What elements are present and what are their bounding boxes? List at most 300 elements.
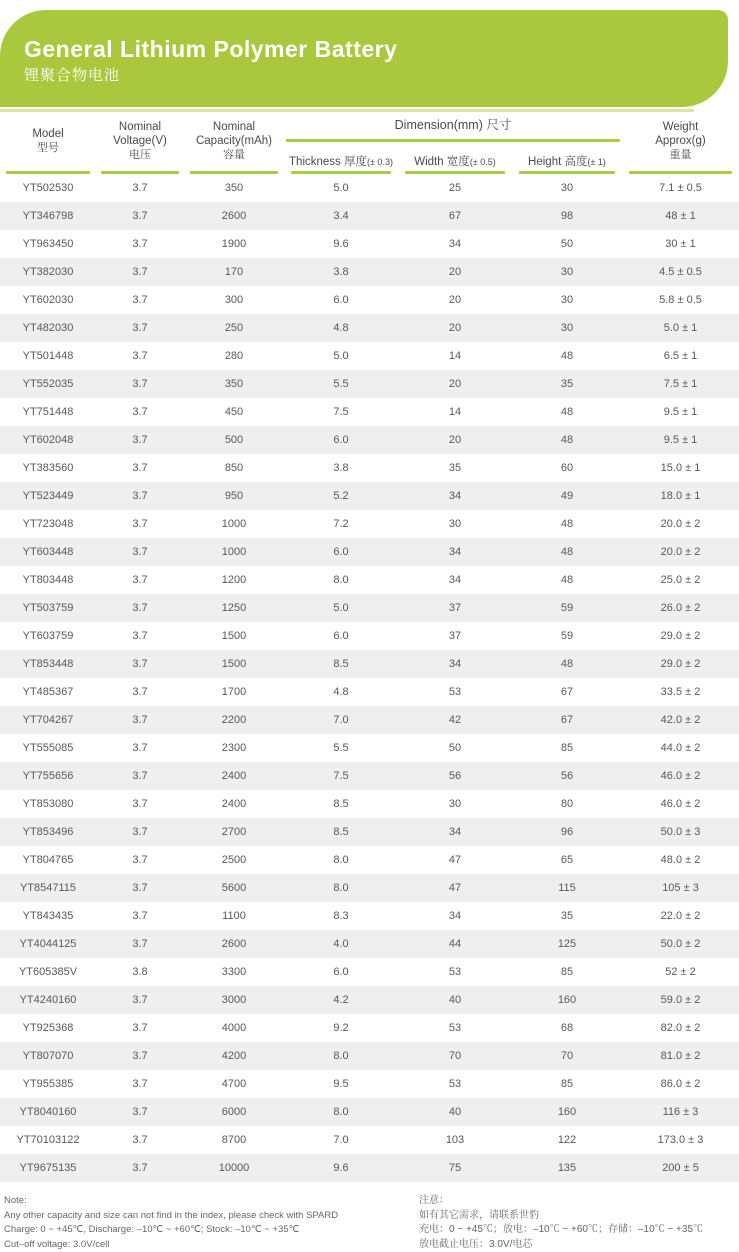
cell-width: 30 <box>398 798 512 810</box>
cell-height: 35 <box>512 910 622 922</box>
table-row <box>0 202 739 230</box>
cell-weight: 48 ± 1 <box>622 210 739 222</box>
thickness-label <box>289 153 393 171</box>
cell-height: 98 <box>512 210 622 222</box>
footer-notes <box>0 1194 739 1252</box>
cell-thickness: 6.0 <box>284 546 398 558</box>
cell-model: YT602048 <box>0 434 96 446</box>
cell-weight: 29.0 ± 2 <box>622 658 739 670</box>
cell-width: 20 <box>398 434 512 446</box>
cell-voltage: 3.7 <box>96 938 184 950</box>
capacity-label-zh: 容量 <box>196 148 272 163</box>
cell-voltage: 3.7 <box>96 714 184 726</box>
cell-thickness: 9.6 <box>284 238 398 250</box>
cell-width: 37 <box>398 630 512 642</box>
cell-weight: 7.5 ± 1 <box>622 378 739 390</box>
table-row <box>0 650 739 678</box>
cell-thickness: 5.0 <box>284 350 398 362</box>
cell-model: YT523449 <box>0 490 96 502</box>
cell-thickness: 7.0 <box>284 1134 398 1146</box>
cell-weight: 9.5 ± 1 <box>622 434 739 446</box>
table-row <box>0 818 739 846</box>
cell-capacity: 2400 <box>184 770 284 782</box>
footer-note-english <box>0 1194 415 1252</box>
thickness-underline <box>291 171 391 174</box>
table-row <box>0 986 739 1014</box>
cell-weight: 6.5 ± 1 <box>622 350 739 362</box>
thickness-label-text: Thickness 厚度 <box>289 156 367 168</box>
cell-width: 103 <box>398 1134 512 1146</box>
cell-weight: 52 ± 2 <box>622 966 739 978</box>
cell-width: 50 <box>398 742 512 754</box>
cell-thickness: 3.4 <box>284 210 398 222</box>
cell-thickness: 3.8 <box>284 266 398 278</box>
cell-model: YT853448 <box>0 658 96 670</box>
page-subtitle: 锂聚合物电池 <box>24 64 728 88</box>
column-group-dimension <box>284 112 622 142</box>
table-row <box>0 398 739 426</box>
cell-thickness: 4.0 <box>284 938 398 950</box>
cell-weight: 25.0 ± 2 <box>622 574 739 586</box>
cell-height: 59 <box>512 630 622 642</box>
cell-capacity: 4700 <box>184 1078 284 1090</box>
cell-voltage: 3.7 <box>96 1106 184 1118</box>
cell-model: YT9675135 <box>0 1162 96 1174</box>
column-header-model <box>0 112 96 174</box>
cell-height: 68 <box>512 1022 622 1034</box>
column-header-weight <box>622 112 739 174</box>
cell-voltage: 3.7 <box>96 658 184 670</box>
weight-label-en2: Approx(g) <box>655 134 706 148</box>
cell-capacity: 280 <box>184 350 284 362</box>
cell-model: YT8547115 <box>0 882 96 894</box>
table-row <box>0 1154 739 1182</box>
cell-height: 48 <box>512 518 622 530</box>
table-header <box>0 112 739 174</box>
cell-thickness: 4.2 <box>284 994 398 1006</box>
column-header-width <box>398 142 512 174</box>
cell-model: YT4044125 <box>0 938 96 950</box>
cell-thickness: 6.0 <box>284 966 398 978</box>
cell-thickness: 3.8 <box>284 462 398 474</box>
cell-capacity: 1500 <box>184 658 284 670</box>
height-label <box>528 153 606 171</box>
cell-weight: 29.0 ± 2 <box>622 630 739 642</box>
cell-height: 85 <box>512 966 622 978</box>
cell-thickness: 5.5 <box>284 742 398 754</box>
cell-thickness: 7.2 <box>284 518 398 530</box>
table-row <box>0 286 739 314</box>
cell-height: 67 <box>512 714 622 726</box>
cell-model: YT803448 <box>0 574 96 586</box>
cell-height: 160 <box>512 994 622 1006</box>
width-tolerance: (± 0.5) <box>470 157 496 167</box>
cell-width: 34 <box>398 574 512 586</box>
cell-thickness: 5.0 <box>284 602 398 614</box>
cell-capacity: 1250 <box>184 602 284 614</box>
cell-height: 80 <box>512 798 622 810</box>
cell-voltage: 3.7 <box>96 882 184 894</box>
cell-voltage: 3.7 <box>96 854 184 866</box>
cell-voltage: 3.8 <box>96 966 184 978</box>
cell-capacity: 950 <box>184 490 284 502</box>
header-banner <box>0 10 728 107</box>
cell-width: 75 <box>398 1162 512 1174</box>
cell-model: YT843435 <box>0 910 96 922</box>
column-header-capacity <box>184 112 284 174</box>
cell-capacity: 2300 <box>184 742 284 754</box>
cell-height: 48 <box>512 406 622 418</box>
note-line: Any other capacity and size can not find in the index, please check with SPARD <box>4 1209 415 1224</box>
column-header-voltage <box>96 112 184 174</box>
cell-height: 135 <box>512 1162 622 1174</box>
cell-voltage: 3.7 <box>96 406 184 418</box>
cell-width: 34 <box>398 238 512 250</box>
cell-thickness: 8.0 <box>284 1050 398 1062</box>
cell-thickness: 6.0 <box>284 630 398 642</box>
width-underline <box>405 171 505 174</box>
footer-note-chinese <box>415 1194 739 1252</box>
cell-width: 44 <box>398 938 512 950</box>
cell-capacity: 1200 <box>184 574 284 586</box>
cell-width: 14 <box>398 406 512 418</box>
cell-width: 14 <box>398 350 512 362</box>
table-row <box>0 1014 739 1042</box>
cell-height: 35 <box>512 378 622 390</box>
cell-model: YT70103122 <box>0 1134 96 1146</box>
table-row <box>0 1042 739 1070</box>
cell-weight: 15.0 ± 1 <box>622 462 739 474</box>
cell-voltage: 3.7 <box>96 546 184 558</box>
cell-voltage: 3.7 <box>96 826 184 838</box>
table-row <box>0 930 739 958</box>
cell-voltage: 3.7 <box>96 490 184 502</box>
cell-voltage: 3.7 <box>96 1022 184 1034</box>
cell-weight: 46.0 ± 2 <box>622 770 739 782</box>
cell-thickness: 8.0 <box>284 574 398 586</box>
cell-voltage: 3.7 <box>96 742 184 754</box>
cell-model: YT502530 <box>0 182 96 194</box>
cell-voltage: 3.7 <box>96 378 184 390</box>
cell-weight: 50.0 ± 2 <box>622 938 739 950</box>
column-header-voltage-labels <box>113 112 167 171</box>
cell-capacity: 250 <box>184 322 284 334</box>
table-row <box>0 426 739 454</box>
voltage-label-zh: 电压 <box>113 148 167 163</box>
cell-height: 65 <box>512 854 622 866</box>
cell-height: 30 <box>512 182 622 194</box>
cell-width: 34 <box>398 490 512 502</box>
table-row <box>0 958 739 986</box>
cell-model: YT501448 <box>0 350 96 362</box>
voltage-label-en2: Voltage(V) <box>113 134 167 148</box>
cell-model: YT755656 <box>0 770 96 782</box>
cell-height: 59 <box>512 602 622 614</box>
voltage-underline <box>101 171 178 174</box>
cell-voltage: 3.7 <box>96 322 184 334</box>
width-label-text: Width 宽度 <box>414 156 470 168</box>
cell-width: 34 <box>398 658 512 670</box>
cell-height: 30 <box>512 266 622 278</box>
cell-capacity: 4000 <box>184 1022 284 1034</box>
cell-capacity: 8700 <box>184 1134 284 1146</box>
table-row <box>0 902 739 930</box>
table-row <box>0 1098 739 1126</box>
column-header-height <box>512 142 622 174</box>
cell-width: 53 <box>398 1078 512 1090</box>
cell-capacity: 1500 <box>184 630 284 642</box>
cell-thickness: 9.2 <box>284 1022 398 1034</box>
cell-thickness: 8.5 <box>284 658 398 670</box>
cell-height: 67 <box>512 686 622 698</box>
cell-width: 53 <box>398 686 512 698</box>
table-row <box>0 622 739 650</box>
note-line: Charge: 0 ~ +45℃, Discharge: –10℃ ~ +60℃; Stock: –10℃ ~ +35℃ <box>4 1223 415 1238</box>
cell-height: 49 <box>512 490 622 502</box>
cell-model: YT751448 <box>0 406 96 418</box>
cell-height: 160 <box>512 1106 622 1118</box>
cell-width: 37 <box>398 602 512 614</box>
cell-capacity: 350 <box>184 182 284 194</box>
cell-voltage: 3.7 <box>96 210 184 222</box>
column-header-thickness <box>284 142 398 174</box>
table-row <box>0 1126 739 1154</box>
cell-weight: 30 ± 1 <box>622 238 739 250</box>
weight-underline <box>629 171 732 174</box>
cell-voltage: 3.7 <box>96 518 184 530</box>
cell-voltage: 3.7 <box>96 266 184 278</box>
table-row <box>0 734 739 762</box>
cell-capacity: 10000 <box>184 1162 284 1174</box>
cell-model: YT853496 <box>0 826 96 838</box>
cell-thickness: 8.5 <box>284 826 398 838</box>
capacity-underline <box>190 171 278 174</box>
cell-model: YT382030 <box>0 266 96 278</box>
cell-voltage: 3.7 <box>96 350 184 362</box>
cell-model: YT346798 <box>0 210 96 222</box>
cell-width: 25 <box>398 182 512 194</box>
cell-model: YT602030 <box>0 294 96 306</box>
cell-model: YT603759 <box>0 630 96 642</box>
cell-capacity: 2200 <box>184 714 284 726</box>
cell-capacity: 2700 <box>184 826 284 838</box>
cell-width: 53 <box>398 966 512 978</box>
cell-height: 30 <box>512 294 622 306</box>
cell-capacity: 500 <box>184 434 284 446</box>
capacity-label-en2: Capacity(mAh) <box>196 134 272 148</box>
cell-weight: 9.5 ± 1 <box>622 406 739 418</box>
cell-voltage: 3.7 <box>96 770 184 782</box>
cell-weight: 116 ± 3 <box>622 1106 739 1118</box>
table-row <box>0 678 739 706</box>
cell-weight: 82.0 ± 2 <box>622 1022 739 1034</box>
cell-thickness: 4.8 <box>284 686 398 698</box>
cell-capacity: 2400 <box>184 798 284 810</box>
table-row <box>0 370 739 398</box>
cell-width: 20 <box>398 266 512 278</box>
cell-model: YT704267 <box>0 714 96 726</box>
cell-height: 85 <box>512 742 622 754</box>
cell-width: 67 <box>398 210 512 222</box>
cell-height: 60 <box>512 462 622 474</box>
cell-model: YT603448 <box>0 546 96 558</box>
cell-width: 40 <box>398 994 512 1006</box>
cell-capacity: 170 <box>184 266 284 278</box>
cell-thickness: 6.0 <box>284 294 398 306</box>
cell-width: 20 <box>398 294 512 306</box>
model-label-zh: 型号 <box>32 141 63 156</box>
cell-model: YT8040160 <box>0 1106 96 1118</box>
cell-weight: 5.0 ± 1 <box>622 322 739 334</box>
cell-width: 53 <box>398 1022 512 1034</box>
table-row <box>0 482 739 510</box>
cell-width: 47 <box>398 854 512 866</box>
cell-capacity: 300 <box>184 294 284 306</box>
cell-model: YT853080 <box>0 798 96 810</box>
cell-weight: 26.0 ± 2 <box>622 602 739 614</box>
cell-width: 70 <box>398 1050 512 1062</box>
weight-label-en1: Weight <box>655 120 706 134</box>
cell-weight: 5.8 ± 0.5 <box>622 294 739 306</box>
cell-weight: 44.0 ± 2 <box>622 742 739 754</box>
cell-weight: 50.0 ± 3 <box>622 826 739 838</box>
cell-weight: 4.5 ± 0.5 <box>622 266 739 278</box>
cell-model: YT485367 <box>0 686 96 698</box>
cell-voltage: 3.7 <box>96 462 184 474</box>
cell-weight: 42.0 ± 2 <box>622 714 739 726</box>
cell-voltage: 3.7 <box>96 434 184 446</box>
cell-weight: 22.0 ± 2 <box>622 910 739 922</box>
cell-thickness: 8.0 <box>284 882 398 894</box>
cell-thickness: 9.6 <box>284 1162 398 1174</box>
cell-capacity: 1000 <box>184 518 284 530</box>
dimension-group-label: Dimension(mm) 尺寸 <box>395 115 512 135</box>
cell-capacity: 6000 <box>184 1106 284 1118</box>
cell-capacity: 1100 <box>184 910 284 922</box>
note-title: Note: <box>4 1194 415 1209</box>
cell-width: 34 <box>398 826 512 838</box>
cell-capacity: 1900 <box>184 238 284 250</box>
cell-capacity: 5600 <box>184 882 284 894</box>
width-label <box>414 153 496 171</box>
note-line-zh: 如有其它需求，请联系世豹 <box>419 1209 739 1224</box>
cell-thickness: 7.5 <box>284 770 398 782</box>
cell-weight: 200 ± 5 <box>622 1162 739 1174</box>
table-row <box>0 510 739 538</box>
cell-capacity: 2600 <box>184 938 284 950</box>
cell-capacity: 2500 <box>184 854 284 866</box>
cell-weight: 173.0 ± 3 <box>622 1134 739 1146</box>
cell-height: 48 <box>512 574 622 586</box>
cell-weight: 20.0 ± 2 <box>622 546 739 558</box>
table-row <box>0 594 739 622</box>
table-row <box>0 174 739 202</box>
cell-voltage: 3.7 <box>96 686 184 698</box>
cell-height: 122 <box>512 1134 622 1146</box>
cell-height: 48 <box>512 350 622 362</box>
cell-weight: 20.0 ± 2 <box>622 518 739 530</box>
cell-model: YT925368 <box>0 1022 96 1034</box>
cell-capacity: 850 <box>184 462 284 474</box>
cell-thickness: 5.2 <box>284 490 398 502</box>
cell-voltage: 3.7 <box>96 1134 184 1146</box>
cell-voltage: 3.7 <box>96 1162 184 1174</box>
cell-model: YT4240160 <box>0 994 96 1006</box>
cell-weight: 18.0 ± 1 <box>622 490 739 502</box>
table-row <box>0 342 739 370</box>
cell-thickness: 7.0 <box>284 714 398 726</box>
cell-height: 30 <box>512 322 622 334</box>
cell-model: YT804765 <box>0 854 96 866</box>
cell-width: 34 <box>398 910 512 922</box>
cell-weight: 46.0 ± 2 <box>622 798 739 810</box>
cell-height: 125 <box>512 938 622 950</box>
cell-width: 47 <box>398 882 512 894</box>
capacity-label-en1: Nominal <box>196 120 272 134</box>
cell-model: YT605385V <box>0 966 96 978</box>
page-title: General Lithium Polymer Battery <box>24 34 728 64</box>
cell-height: 115 <box>512 882 622 894</box>
note-line: Cut–off voltage: 3.0V/cell <box>4 1238 415 1252</box>
column-header-model-labels <box>32 112 63 171</box>
cell-thickness: 8.3 <box>284 910 398 922</box>
cell-weight: 105 ± 3 <box>622 882 739 894</box>
cell-model: YT555085 <box>0 742 96 754</box>
cell-thickness: 9.5 <box>284 1078 398 1090</box>
cell-width: 56 <box>398 770 512 782</box>
cell-thickness: 5.5 <box>284 378 398 390</box>
cell-capacity: 350 <box>184 378 284 390</box>
note-line-zh: 放电截止电压：3.0V/电芯 <box>419 1238 739 1252</box>
cell-capacity: 3000 <box>184 994 284 1006</box>
table-row <box>0 706 739 734</box>
cell-capacity: 1700 <box>184 686 284 698</box>
cell-width: 40 <box>398 1106 512 1118</box>
cell-weight: 48.0 ± 2 <box>622 854 739 866</box>
height-label-text: Height 高度 <box>528 156 587 168</box>
table-body <box>0 174 739 1182</box>
cell-voltage: 3.7 <box>96 238 184 250</box>
cell-thickness: 8.0 <box>284 1106 398 1118</box>
cell-model: YT955385 <box>0 1078 96 1090</box>
cell-model: YT807070 <box>0 1050 96 1062</box>
cell-model: YT503759 <box>0 602 96 614</box>
note-title-zh: 注意： <box>419 1194 739 1209</box>
cell-height: 96 <box>512 826 622 838</box>
column-header-weight-labels <box>655 112 706 171</box>
cell-model: YT552035 <box>0 378 96 390</box>
table-row <box>0 846 739 874</box>
cell-thickness: 6.0 <box>284 434 398 446</box>
table-row <box>0 762 739 790</box>
table-row <box>0 230 739 258</box>
cell-thickness: 8.5 <box>284 798 398 810</box>
cell-model: YT482030 <box>0 322 96 334</box>
cell-height: 50 <box>512 238 622 250</box>
height-underline <box>519 171 616 174</box>
cell-thickness: 5.0 <box>284 182 398 194</box>
cell-weight: 33.5 ± 2 <box>622 686 739 698</box>
cell-thickness: 7.5 <box>284 406 398 418</box>
cell-voltage: 3.7 <box>96 1050 184 1062</box>
cell-model: YT723048 <box>0 518 96 530</box>
cell-voltage: 3.7 <box>96 798 184 810</box>
weight-label-zh: 重量 <box>655 148 706 163</box>
cell-weight: 59.0 ± 2 <box>622 994 739 1006</box>
cell-weight: 86.0 ± 2 <box>622 1078 739 1090</box>
cell-thickness: 8.0 <box>284 854 398 866</box>
table-row <box>0 454 739 482</box>
